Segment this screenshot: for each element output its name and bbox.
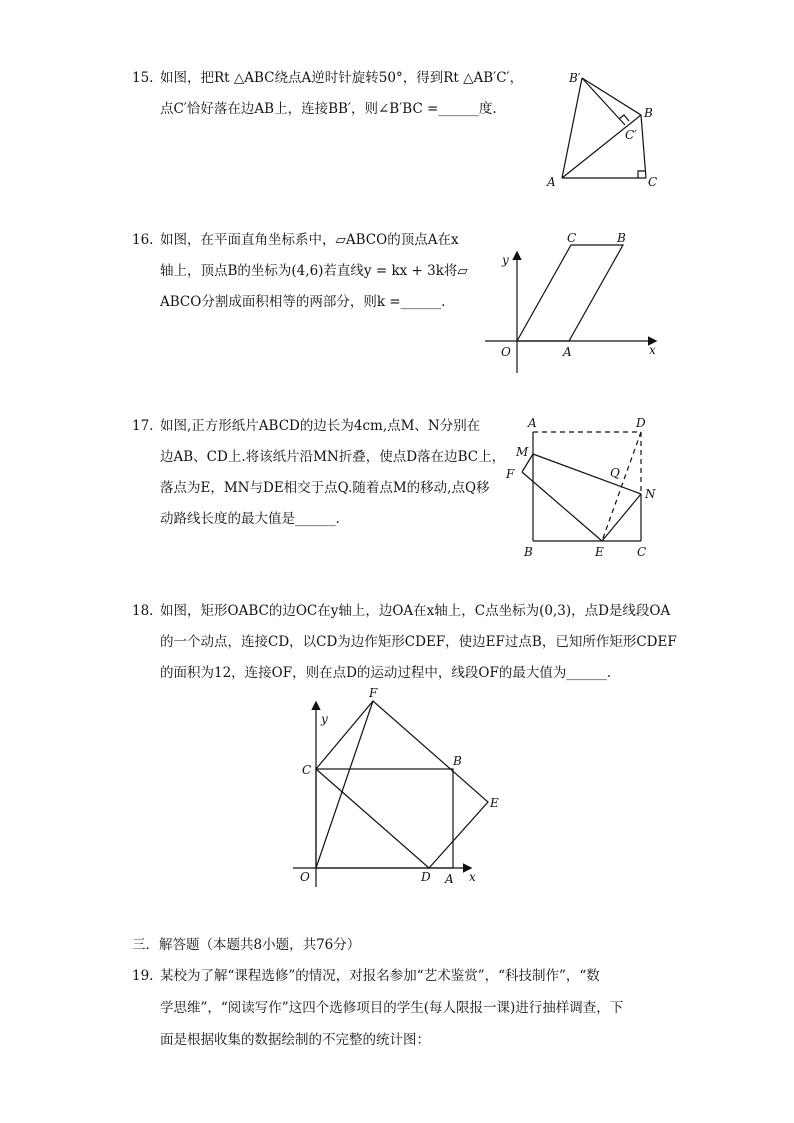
q16-label-o: O bbox=[501, 345, 511, 359]
q17-number: 17. bbox=[132, 418, 154, 434]
q18-label-y: y bbox=[321, 712, 328, 726]
q18-number: 18. bbox=[132, 603, 154, 619]
q15-label-a: A bbox=[547, 175, 556, 189]
q17-text-line3: 落点为E，MN与DE相交于点Q.随着点M的移动,点Q移 bbox=[160, 480, 490, 496]
q17-segment-MN bbox=[533, 454, 641, 494]
q16-text-line2: 轴上，顶点B的坐标为(4,6)若直线y = kx + 3k将▱ bbox=[160, 263, 468, 279]
q18-label-o: O bbox=[300, 870, 310, 884]
q15-number: 15. bbox=[132, 70, 154, 86]
q15-label-b-prime: B′ bbox=[569, 71, 581, 85]
q16-text-line3: ABCO分割成面积相等的两部分，则k =______. bbox=[160, 294, 446, 310]
q17-label-b: B bbox=[524, 545, 533, 559]
q16-label-y: y bbox=[502, 253, 509, 267]
q15-label-c-prime: C′ bbox=[625, 128, 637, 142]
q15-segment-AB bbox=[562, 115, 641, 178]
q18-label-b: B bbox=[453, 754, 462, 768]
q19-number: 19. bbox=[132, 968, 154, 984]
q15-text-line2: 点C′恰好落在边AB上，连接BB′，则∠B′BC =______度. bbox=[160, 101, 497, 117]
q18-rectangle-OABC bbox=[316, 769, 453, 868]
q17-label-e: E bbox=[595, 545, 604, 559]
q19-text-line3: 面是根据收集的数据绘制的不完整的统计图： bbox=[160, 1032, 430, 1048]
q16-label-c: C bbox=[567, 231, 577, 245]
q18-figure bbox=[285, 683, 510, 888]
q17-text-line4: 动路线长度的最大值是______. bbox=[160, 511, 340, 527]
q18-label-c: C bbox=[302, 763, 312, 777]
q19-text-line2: 学思维”，“阅读写作”这四个选修项目的学生(每人限报一课)进行抽样调查，下 bbox=[160, 1000, 624, 1016]
q15-label-b: B bbox=[644, 106, 653, 120]
q17-label-q: Q bbox=[610, 466, 620, 480]
q18-text-line3: 的面积为12，连接OF，则在点D的运动过程中，线段OF的最大值为______. bbox=[160, 665, 612, 681]
q16-text-line1: 如图，在平面直角坐标系中，▱ABCO的顶点A在x bbox=[160, 232, 459, 248]
q16-label-a: A bbox=[563, 345, 572, 359]
q18-label-f: F bbox=[369, 686, 378, 700]
q15-segment-BC bbox=[641, 115, 646, 178]
q15-figure bbox=[535, 62, 665, 194]
q17-label-f: F bbox=[506, 467, 515, 481]
q17-label-m: M bbox=[516, 445, 529, 459]
q17-text-line1: 如图,正方形纸片ABCD的边长为4cm,点M、N分别在 bbox=[160, 418, 481, 434]
q17-segment-FE bbox=[522, 472, 602, 541]
q17-label-a: A bbox=[528, 416, 537, 430]
q16-parallelogram-ABCO bbox=[517, 245, 623, 341]
q18-label-d: D bbox=[421, 870, 431, 884]
q17-label-n: N bbox=[645, 487, 656, 501]
q17-figure bbox=[500, 412, 665, 562]
q17-label-d: D bbox=[636, 416, 646, 430]
q17-text-line2: 边AB、CD上.将该纸片沿MN折叠，使点D落在边BC上， bbox=[160, 449, 506, 465]
q18-rectangle-CDEF bbox=[316, 701, 488, 868]
q17-label-c: C bbox=[637, 545, 647, 559]
q17-segment-EN bbox=[602, 494, 641, 541]
q15-segment-AB-prime bbox=[562, 78, 582, 178]
q18-label-e: E bbox=[490, 796, 499, 810]
q18-label-a: A bbox=[445, 872, 454, 886]
q15-text-line1: 如图，把Rt △ABC绕点A逆时针旋转50°，得到Rt △AB′C′， bbox=[160, 70, 524, 86]
q16-label-x: x bbox=[649, 343, 656, 357]
q15-label-c: C bbox=[648, 175, 658, 189]
q18-text-line1: 如图，矩形OABC的边OC在y轴上，边OA在x轴上，C点坐标为(0,3)，点D是线段OA bbox=[160, 603, 671, 619]
q18-label-x: x bbox=[469, 870, 476, 884]
q19-text-line1: 某校为了解“课程选修”的情况，对报名参加“艺术鉴赏”，“科技制作”，“数 bbox=[160, 968, 600, 984]
q16-label-b: B bbox=[617, 231, 626, 245]
q18-text-line2: 的一个动点，连接CD，以CD为边作矩形CDEF，使边EF过点B，已知所作矩形CDEF bbox=[160, 634, 677, 650]
section3-title: 三．解答题（本题共8小题，共76分） bbox=[132, 937, 361, 953]
q15-right-angle-mark-c bbox=[638, 171, 646, 178]
q16-figure bbox=[485, 228, 665, 378]
q16-number: 16. bbox=[132, 232, 154, 248]
q18-segment-OF bbox=[316, 701, 373, 868]
